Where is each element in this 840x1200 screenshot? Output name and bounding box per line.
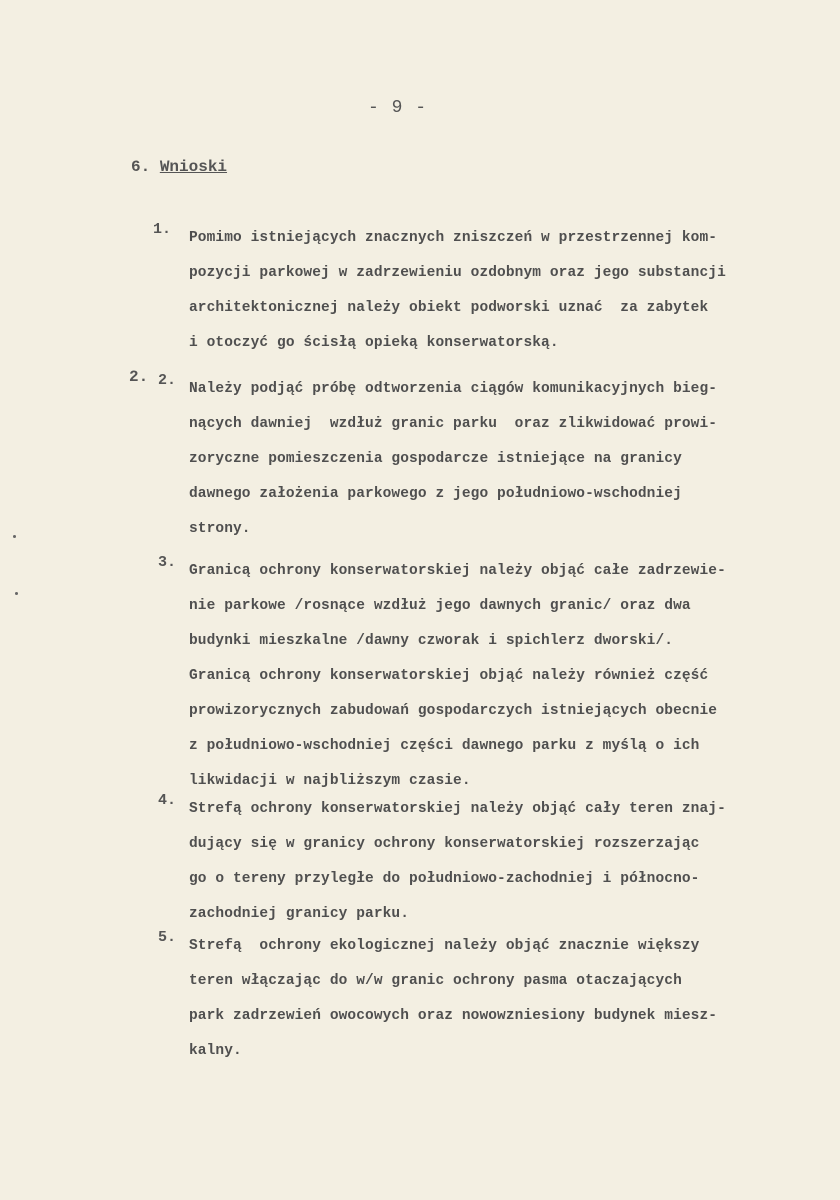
- item-number: 3.: [158, 554, 177, 571]
- text-line: likwidacji w najbliższym czasie.: [189, 773, 471, 789]
- item-text: [189, 372, 717, 547]
- item-number: 4.: [158, 792, 177, 809]
- text-line: zachodniej granicy parku.: [189, 906, 410, 922]
- text-line: go o tereny przyległe do południowo-zachodniej i północno-: [189, 871, 700, 887]
- text-line: park zadrzewień owocowych oraz nowowzniesiony budynek miesz-: [189, 1008, 718, 1024]
- scan-speck: [15, 592, 18, 595]
- item-text: [189, 929, 717, 1069]
- section-title: Wnioski: [159, 158, 228, 176]
- scan-speck: [13, 535, 16, 538]
- section-number: 6.: [131, 158, 151, 176]
- text-line: pozycji parkowej w zadrzewieniu ozdobnym oraz jego substancji: [189, 265, 726, 281]
- text-line: teren włączając do w/w granic ochrony pasma otaczających: [189, 973, 682, 989]
- item-text: [189, 221, 726, 361]
- text-line: z południowo-wschodniej części dawnego parku z myślą o ich: [189, 738, 700, 754]
- text-line: nących dawniej wzdłuż granic parku oraz zlikwidować prowi-: [189, 416, 718, 432]
- text-line: nie parkowe /rosnące wzdłuż jego dawnych granic/ oraz dwa: [189, 598, 691, 614]
- margin-note: 2.: [129, 368, 149, 386]
- text-line: budynki mieszkalne /dawny czworak i spichlerz dworski/.: [189, 633, 674, 649]
- text-line: architektonicznej należy obiekt podworski uznać za zabytek: [189, 300, 709, 316]
- item-number: 2.: [158, 372, 177, 389]
- item-text: [189, 792, 726, 932]
- text-line: dujący się w granicy ochrony konserwatorskiej rozszerzając: [189, 836, 700, 852]
- text-line: Granicą ochrony konserwatorskiej należy objąć całe zadrzewie-: [189, 563, 726, 579]
- text-line: Strefą ochrony ekologicznej należy objąć znacznie większy: [189, 938, 700, 954]
- text-line: kalny.: [189, 1043, 242, 1059]
- item-number: 1.: [153, 221, 172, 238]
- text-line: strony.: [189, 521, 251, 537]
- text-line: dawnego założenia parkowego z jego południowo-wschodniej: [189, 486, 682, 502]
- text-line: Granicą ochrony konserwatorskiej objąć należy również część: [189, 668, 709, 684]
- text-line: Należy podjąć próbę odtworzenia ciągów komunikacyjnych bieg-: [189, 381, 718, 397]
- text-line: prowizorycznych zabudowań gospodarczych istniejących obecnie: [189, 703, 718, 719]
- item-text: [189, 554, 726, 799]
- text-line: i otoczyć go ścisłą opieką konserwatorską.: [189, 335, 559, 351]
- text-line: Strefą ochrony konserwatorskiej należy objąć cały teren znaj-: [189, 801, 726, 817]
- page-number: - 9 -: [368, 98, 428, 118]
- text-line: zoryczne pomieszczenia gospodarcze istniejące na granicy: [189, 451, 682, 467]
- section-heading: [131, 158, 227, 176]
- item-number: 5.: [158, 929, 177, 946]
- text-line: Pomimo istniejących znacznych zniszczeń w przestrzennej kom-: [189, 230, 718, 246]
